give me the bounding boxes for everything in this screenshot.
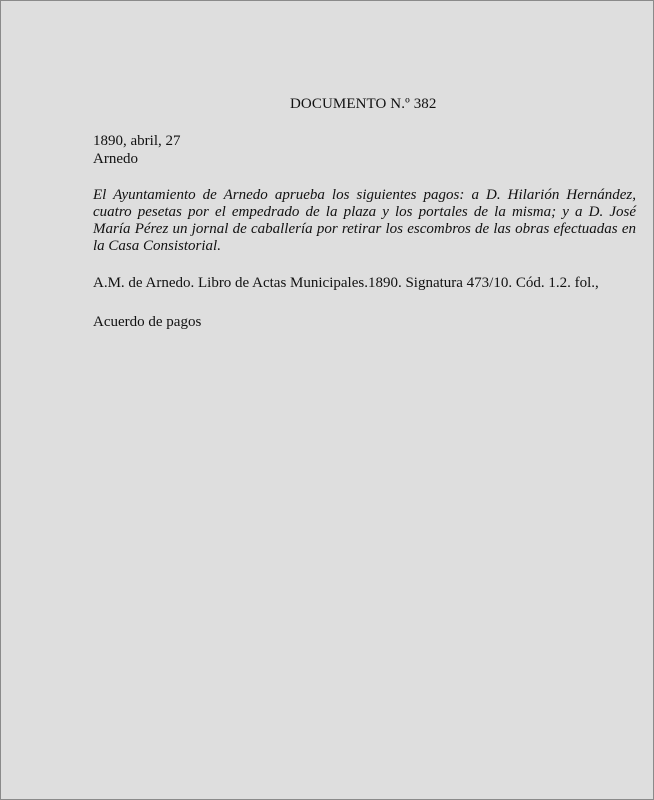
document-date: 1890, abril, 27 bbox=[93, 133, 181, 149]
document-heading bbox=[1, 96, 654, 113]
document-summary: El Ayuntamiento de Arnedo aprueba los siguientes pagos: a D. Hilarión Hernández, cuatro pesetas por el empedrado de la plaza y los portales de la misma; y a D. José María Pérez un jornal de caballería por retirar los escombros de las obras efectuadas en la Casa Consistorial. bbox=[93, 187, 636, 254]
document-place: Arnedo bbox=[93, 151, 138, 167]
archival-source: A.M. de Arnedo. Libro de Actas Municipales.1890. Signatura 473/10. Cód. 1.2. fol., bbox=[93, 275, 599, 291]
document-subject: Acuerdo de pagos bbox=[93, 314, 202, 330]
document-number-title: DOCUMENTO N.º 382 bbox=[290, 96, 437, 112]
